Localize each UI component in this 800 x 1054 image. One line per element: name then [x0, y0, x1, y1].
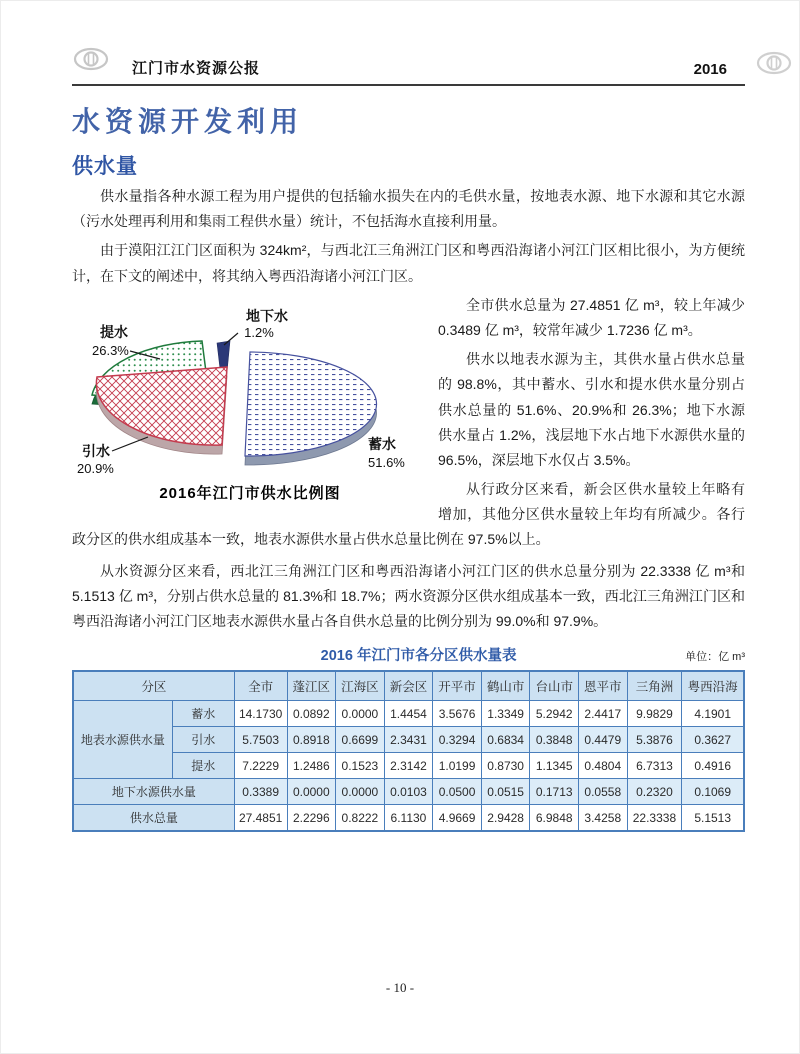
row-group-surface-water: 地表水源供水量 — [73, 701, 172, 779]
paragraph-source-composition: 供水以地表水源为主，其供水量占供水总量的 98.8%，其中蓄水、引水和提水供水量分别占供水总量的 51.6%、20.9%和 26.3%；地下水源供水量占 1.2%，浅层地下水占地下水源供水量的 96.5%，深层地下水仅占 3.5%。 — [438, 351, 745, 468]
table-cell: 5.2942 — [530, 701, 579, 727]
table-cell: 5.3876 — [627, 727, 682, 753]
table-row — [73, 805, 744, 832]
water-bureau-emblem-icon — [72, 45, 110, 78]
table-cell: 1.2486 — [287, 753, 336, 779]
table-cell: 4.9669 — [433, 805, 482, 832]
table-cell: 0.4804 — [578, 753, 627, 779]
table-cell: 0.1713 — [530, 779, 579, 805]
col-header-coastal: 粤西沿海 — [682, 671, 744, 701]
table-cell: 6.1130 — [384, 805, 433, 832]
table-row — [73, 753, 744, 779]
page-header — [72, 0, 745, 86]
pie-label-diversion-pct: 20.9% — [77, 460, 114, 475]
table-cell: 1.3349 — [481, 701, 530, 727]
paragraph-total-supply: 全市供水总量为 27.4851 亿 m³，较上年减少 0.3489 亿 m³，较常年减少 1.7236 亿 m³。 — [438, 296, 745, 338]
pie-slice-storage — [245, 352, 377, 465]
table-cell: 0.8730 — [481, 753, 530, 779]
table-cell: 2.9428 — [481, 805, 530, 832]
col-header-delta: 三角洲 — [627, 671, 682, 701]
col-header-enping: 恩平市 — [578, 671, 627, 701]
table-cell: 0.3627 — [682, 727, 744, 753]
table-cell: 14.1730 — [234, 701, 287, 727]
table-cell: 0.8918 — [287, 727, 336, 753]
subsection-title: 供水量 — [72, 155, 138, 178]
col-header-pengjiang: 蓬江区 — [287, 671, 336, 701]
col-header-jianghai: 江海区 — [336, 671, 385, 701]
table-title: 2016 年江门市各分区供水量表 — [320, 648, 517, 665]
table-cell: 7.2229 — [234, 753, 287, 779]
pie-label-pumping-pct: 26.3% — [92, 342, 129, 358]
table-cell: 22.3338 — [627, 805, 682, 832]
pie-label-diversion-name: 引水 — [82, 442, 110, 459]
table-cell: 6.9848 — [530, 805, 579, 832]
pie-label-pumping-name: 提水 — [100, 323, 128, 340]
table-cell: 0.0000 — [336, 779, 385, 805]
col-header-kaiping: 开平市 — [433, 671, 482, 701]
paragraph-definition: 供水量指各种水源工程为用户提供的包括输水损失在内的毛供水量，按地表水源、地下水源和其它水源（污水处理再利用和集雨工程供水量）统计，不包括海水直接利用量。 — [72, 188, 745, 230]
pie-label-groundwater-name: 地下水 — [246, 307, 288, 324]
table-cell: 0.3389 — [234, 779, 287, 805]
row-label-groundwater: 地下水源供水量 — [73, 779, 234, 805]
table-cell: 1.0199 — [433, 753, 482, 779]
pie-slice-diversion — [96, 367, 227, 454]
table-cell: 3.5676 — [433, 701, 482, 727]
table-cell: 27.4851 — [234, 805, 287, 832]
table-unit-label: 单位：亿 m³ — [685, 651, 745, 664]
table-cell: 0.0558 — [578, 779, 627, 805]
water-supply-pie-chart — [72, 297, 425, 475]
table-cell: 5.1513 — [682, 805, 744, 832]
table-cell: 0.4479 — [578, 727, 627, 753]
bulletin-year: 2016 — [693, 61, 727, 78]
table-row — [73, 701, 744, 727]
row-label-pumping: 提水 — [172, 753, 234, 779]
table-cell: 0.0892 — [287, 701, 336, 727]
section-title: 水资源开发利用 — [72, 106, 304, 137]
table-cell: 0.2320 — [627, 779, 682, 805]
table-cell: 2.3431 — [384, 727, 433, 753]
table-cell: 1.1345 — [530, 753, 579, 779]
water-bureau-emblem-icon — [755, 49, 793, 82]
table-cell: 0.0000 — [287, 779, 336, 805]
col-header-xinhui: 新会区 — [384, 671, 433, 701]
table-row — [73, 779, 744, 805]
supply-table — [72, 670, 745, 832]
table-row — [73, 727, 744, 753]
table-cell: 0.8222 — [336, 805, 385, 832]
row-label-total: 供水总量 — [73, 805, 234, 832]
leader-line-groundwater — [224, 333, 238, 345]
paragraph-admin-regions: 从行政分区来看，新会区供水量较上年略有增加，其他分区供水量较上年均有所减少。各行政分区的供水组成基本一致，地表水源供水量占供水总量比例在 97.5%以上。 — [72, 481, 745, 548]
table-cell: 0.6699 — [336, 727, 385, 753]
leader-line-diversion — [112, 437, 148, 451]
table-cell: 3.4258 — [578, 805, 627, 832]
table-cell: 6.7313 — [627, 753, 682, 779]
table-cell: 2.4417 — [578, 701, 627, 727]
table-cell: 0.3848 — [530, 727, 579, 753]
table-cell: 0.3294 — [433, 727, 482, 753]
pie-chart-caption: 2016年江门市供水比例图 — [159, 484, 341, 502]
page-number: - 10 - — [385, 980, 415, 995]
pie-label-groundwater-pct: 1.2% — [244, 324, 274, 340]
bulletin-title: 江门市水资源公报 — [132, 60, 261, 77]
table-header-row — [73, 671, 744, 701]
table-cell: 2.2296 — [287, 805, 336, 832]
table-cell: 0.1069 — [682, 779, 744, 805]
col-header-taishan: 台山市 — [530, 671, 579, 701]
pie-label-storage-name: 蓄水 — [368, 435, 396, 452]
col-header-citywide: 全市 — [234, 671, 287, 701]
table-cell: 0.4916 — [682, 753, 744, 779]
table-cell: 4.1901 — [682, 701, 744, 727]
table-cell: 0.6834 — [481, 727, 530, 753]
table-cell: 1.4454 — [384, 701, 433, 727]
table-cell: 0.0500 — [433, 779, 482, 805]
paragraph-note: 由于漠阳江江门区面积为 324km²，与西北江三角洲江门区和粤西沿海诸小河江门区相比很小，为方便统计，在下文的阐述中，将其纳入粤西沿海诸小河江门区。 — [72, 242, 745, 284]
table-cell: 9.9829 — [627, 701, 682, 727]
table-cell: 0.0000 — [336, 701, 385, 727]
table-cell: 0.0515 — [481, 779, 530, 805]
row-label-diversion: 引水 — [172, 727, 234, 753]
header-rule — [72, 84, 745, 86]
paragraph-water-resource-zones: 从水资源分区来看，西北江三角洲江门区和粤西沿海诸小河江门区的供水总量分别为 22.3338 亿 m³和 5.1513 亿 m³，分别占供水总量的 81.3%和 18.7%；两水资源分区供水组成基本一致，西北江三角洲江门区和粤西沿海诸小河江门区地表水源供水量占各自供水总量的比例分别为 99.0%和 97.9%。 — [72, 562, 745, 629]
table-cell: 2.3142 — [384, 753, 433, 779]
pie-chart-figure — [72, 297, 428, 503]
col-header-region: 分区 — [73, 671, 234, 701]
table-cell: 5.7503 — [234, 727, 287, 753]
table-cell: 0.0103 — [384, 779, 433, 805]
col-header-heshan: 鹤山市 — [481, 671, 530, 701]
row-label-storage: 蓄水 — [172, 701, 234, 727]
table-cell: 0.1523 — [336, 753, 385, 779]
pie-label-storage-pct: 51.6% — [368, 454, 405, 470]
